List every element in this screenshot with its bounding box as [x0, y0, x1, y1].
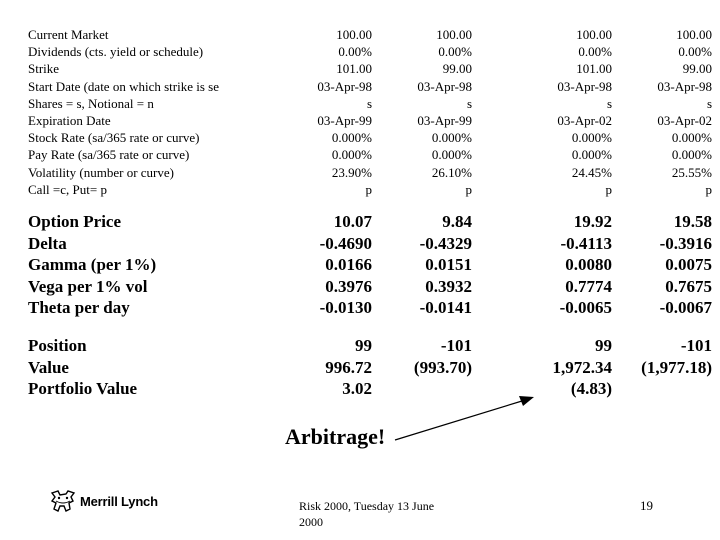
brand-name: Merrill Lynch — [80, 493, 158, 509]
cell-value: p — [605, 181, 612, 197]
cell-value: 10.07 — [333, 212, 372, 231]
cell-value: 0.00% — [678, 44, 712, 60]
cell-value: -0.4329 — [419, 233, 472, 253]
row-label: Call =c, Put= p — [28, 181, 107, 197]
cell-value: 03-Apr-02 — [657, 112, 712, 128]
row-label: Delta — [28, 233, 67, 253]
cell-value: s — [466, 95, 472, 111]
cell-value: 9.84 — [442, 212, 472, 231]
row-label: Shares = s, Notional = n — [28, 95, 154, 111]
row-label: Start Date (date on which strike is se — [28, 78, 219, 94]
cell-value: -0.0141 — [419, 298, 472, 317]
arbitrage-callout: Arbitrage! — [285, 424, 386, 449]
cell-value: 99 — [355, 336, 372, 355]
cell-value: 0.000% — [431, 147, 472, 163]
cell-value: p — [705, 181, 712, 197]
cell-value: 03-Apr-98 — [657, 78, 712, 94]
cell-value: 100.00 — [436, 27, 472, 42]
row-label: Strike — [28, 61, 60, 77]
cell-value: -0.0065 — [559, 298, 612, 317]
cell-value: 03-Apr-98 — [317, 78, 372, 94]
cell-value: -0.4113 — [560, 233, 612, 253]
cell-value: 0.3932 — [425, 276, 472, 296]
cell-value: 26.10% — [431, 164, 472, 180]
cell-value: 0.000% — [331, 130, 372, 146]
cell-value: 0.0151 — [425, 255, 472, 274]
cell-value: 101.00 — [576, 61, 612, 77]
cell-value: 03-Apr-99 — [317, 112, 372, 128]
cell-value: 23.90% — [331, 164, 372, 180]
cell-value: 0.000% — [571, 147, 612, 163]
cell-value: 0.0080 — [565, 255, 612, 274]
cell-value: 0.00% — [578, 44, 612, 60]
cell-value: 101.00 — [336, 61, 372, 77]
row-label: Theta per day — [28, 298, 130, 317]
row-label: Pay Rate (sa/365 rate or curve) — [28, 147, 190, 163]
row-label: Value — [28, 357, 69, 377]
cell-value: 0.00% — [438, 44, 472, 60]
cell-value: 25.55% — [671, 164, 712, 180]
row-label: Dividends (cts. yield or schedule) — [28, 44, 204, 60]
cell-value: 0.3976 — [325, 276, 372, 296]
cell-value: 19.92 — [573, 212, 612, 231]
cell-value: 0.000% — [671, 147, 712, 163]
cell-value: 0.000% — [431, 130, 472, 146]
cell-value: 99.00 — [682, 61, 712, 77]
cell-value: 100.00 — [576, 27, 612, 42]
cell-value: 03-Apr-98 — [417, 78, 472, 94]
cell-value: s — [706, 95, 712, 111]
cell-value: 100.00 — [676, 27, 712, 42]
cell-value: -0.4690 — [319, 233, 372, 253]
cell-value: s — [366, 95, 372, 111]
cell-value: 0.0075 — [665, 255, 712, 274]
cell-value: 0.000% — [571, 130, 612, 146]
cell-value: 0.0166 — [325, 255, 372, 274]
row-label: Current Market — [28, 27, 109, 42]
row-label: Gamma (per 1%) — [28, 255, 157, 274]
cell-value: 1,972.34 — [552, 357, 612, 377]
row-label: Option Price — [28, 212, 122, 231]
cell-value: (4.83) — [570, 379, 612, 398]
row-label: Position — [28, 336, 87, 355]
cell-value: (993.70) — [413, 357, 472, 377]
cell-value: 0.7675 — [665, 276, 712, 296]
cell-value: 0.00% — [338, 44, 372, 60]
cell-value: 19.58 — [673, 212, 712, 231]
cell-value: (1,977.18) — [641, 357, 712, 377]
cell-value: s — [606, 95, 612, 111]
cell-value: 24.45% — [571, 164, 612, 180]
cell-value: 0.000% — [331, 147, 372, 163]
cell-value: 0.7774 — [565, 276, 612, 296]
row-label: Volatility (number or curve) — [28, 164, 174, 180]
cell-value: -0.3916 — [659, 233, 712, 253]
cell-value: 99.00 — [442, 61, 472, 77]
cell-value: 0.000% — [671, 130, 712, 146]
row-label: Expiration Date — [28, 112, 111, 128]
row-label: Portfolio Value — [28, 379, 138, 398]
cell-value: 03-Apr-98 — [557, 78, 612, 94]
cell-value: -101 — [680, 336, 712, 355]
cell-value: 100.00 — [336, 27, 372, 42]
cell-value: 996.72 — [325, 357, 372, 377]
conference-caption: Risk 2000, Tuesday 13 June 2000 — [299, 499, 435, 529]
cell-value: p — [465, 181, 472, 197]
cell-value: -0.0067 — [659, 298, 712, 317]
company-logo — [50, 489, 158, 513]
bull-logo-icon — [50, 489, 76, 513]
cell-value: -0.0130 — [319, 298, 372, 317]
page-number: 19 — [640, 498, 653, 513]
cell-value: 03-Apr-02 — [557, 112, 612, 128]
cell-value: 3.02 — [342, 379, 372, 398]
cell-value: -101 — [440, 336, 472, 355]
row-label: Stock Rate (sa/365 rate or curve) — [28, 130, 200, 146]
cell-value: p — [365, 181, 372, 197]
row-label: Vega per 1% vol — [28, 276, 148, 296]
cell-value: 03-Apr-99 — [417, 112, 472, 128]
cell-value: 99 — [595, 336, 612, 355]
